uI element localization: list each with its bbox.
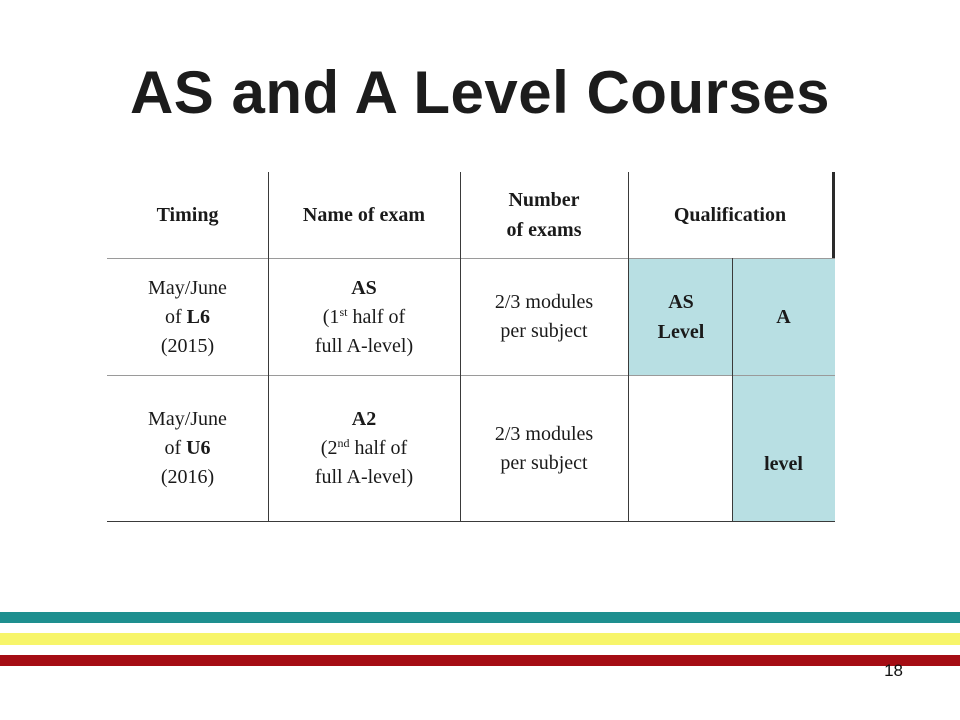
header-timing: Timing [156,204,219,226]
red-stripe [0,655,960,666]
table-bottom-border [107,521,835,522]
header-number-of-exams: Number of exams [506,189,582,241]
row2-exam-name: A2 (2nd half of full A-level) [314,408,414,488]
teal-stripe [0,612,960,623]
page-number: 18 [884,661,903,680]
row2-qualification-level: level [764,453,803,475]
courses-table [107,172,835,522]
row1-number-of-exams: 2/3 modules per subject [494,291,594,342]
row1-qualification-a: A [776,306,791,328]
slide-title: AS and A Level Courses [129,59,831,126]
header-name-of-exam: Name of exam [302,204,426,226]
row1-exam-name: AS (1st half of full A-level) [314,276,414,357]
table-right-border [832,172,835,258]
header-qualification: Qualification [673,204,787,226]
row2-number-of-exams: 2/3 modules per subject [494,422,594,474]
row1-qualification-as-level: AS Level [657,291,705,343]
row2-timing: May/June of U6 (2016) [148,408,227,488]
row1-timing: May/June of L6 (2015) [148,276,227,357]
yellow-stripe [0,633,960,645]
